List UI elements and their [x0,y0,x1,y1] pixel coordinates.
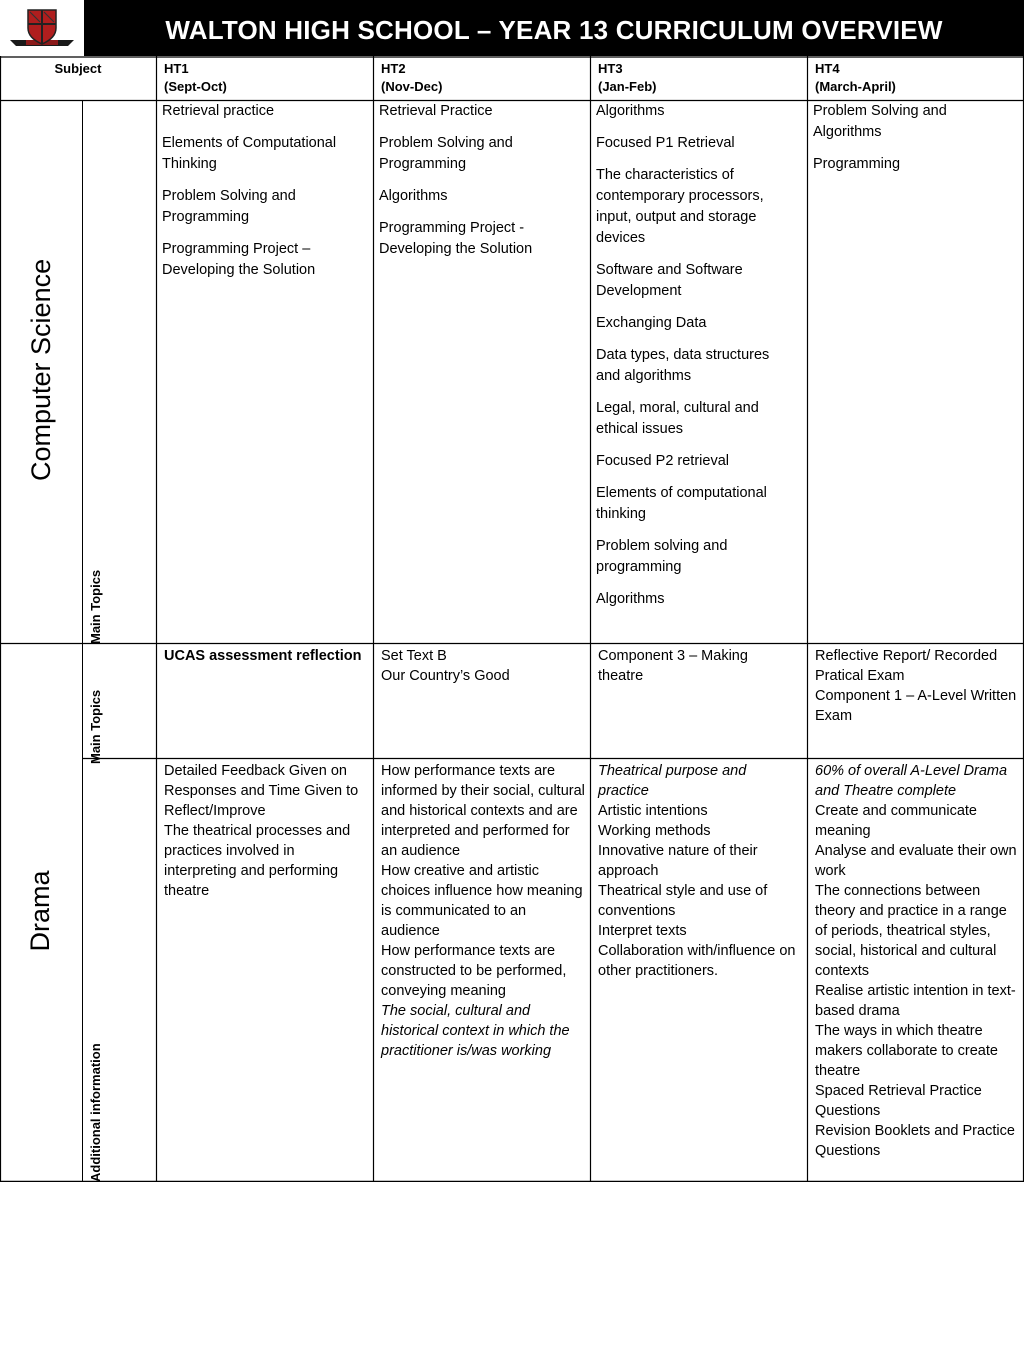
ht1-label: HT1 [164,61,189,76]
subject-label-computer-science: Computer Science [26,258,56,481]
list-item: Problem Solving and Algorithms [813,103,947,140]
list-item: Component 1 – A-Level Written Exam [815,688,1017,724]
drama-ht1-additional [164,761,368,901]
list-item: Software and Software Development [596,262,743,299]
column-header-subject-label: Subject [54,61,102,76]
drama-ht4-main-topics [815,646,1019,726]
subject-label-drama: Drama [25,870,55,952]
cs-ht4-topics [813,101,1013,186]
list-item: Data types, data structures and algorithms [596,347,770,384]
column-header-ht4 [807,56,1024,100]
list-item: Focused P1 Retrieval [596,135,735,151]
list-item: Create and communicate meaning [815,803,977,839]
list-item: Focused P2 retrieval [596,453,729,469]
list-item: Reflective Report/ Recorded Pratical Exam [815,648,998,684]
list-item: How performance texts are informed by their social, cultural and historical contexts and are interpreted and performed for an audience [381,763,585,859]
list-item: Algorithms [596,103,665,119]
list-item: Realise artistic intention in text-based drama [815,983,1016,1019]
list-item: Programming Project - Developing the Solution [379,220,533,257]
drama-ht2-additional [381,761,586,1061]
column-header-ht3 [590,56,807,100]
list-item: Legal, moral, cultural and ethical issues [596,400,759,437]
list-item: Our Country’s Good [381,668,510,684]
list-item: Theatrical style and use of conventions [598,883,768,919]
list-item: The theatrical processes and practices involved in interpreting and performing theatre [164,823,351,899]
list-item: Algorithms [379,188,448,204]
header-bar [0,0,1024,56]
list-item: Elements of Computational Thinking [162,135,337,172]
list-item: Problem Solving and Programming [162,188,296,225]
drama-ht3-additional [598,761,796,981]
list-item: Retrieval practice [162,103,275,119]
page-title: WALTON HIGH SCHOOL – YEAR 13 CURRICULUM OVERVIEW [165,15,943,45]
row-label-drama-main-topics: Main Topics [88,689,103,764]
list-item: Programming Project – Developing the Solution [162,241,316,278]
list-item: Theatrical purpose and practice [598,763,747,799]
list-item: Working methods [598,823,711,839]
list-item: Collaboration with/influence on other practitioners. [598,943,796,979]
ht2-label: HT2 [381,61,406,76]
cs-ht1-topics [162,101,368,292]
drama-ht3-main-topics [598,646,778,686]
list-item: Retrieval Practice [379,103,493,119]
school-crest [0,0,84,56]
list-item: Artistic intentions [598,803,708,819]
ht4-period: (March-April) [815,79,896,94]
column-header-ht1 [156,56,373,100]
list-item: The connections between theory and practice in a range of periods, theatrical styles, social, historical and cultural contexts [815,883,1007,979]
list-item: Analyse and evaluate their own work [815,843,1017,879]
list-item: 60% of overall A-Level Drama and Theatre complete [815,763,1008,799]
list-item: Exchanging Data [596,315,707,331]
cs-ht3-topics [596,101,796,621]
list-item: How performance texts are constructed to be performed, conveying meaning [381,943,567,999]
list-item: Revision Booklets and Practice Questions [815,1123,1015,1159]
list-item: Detailed Feedback Given on Responses and Time Given to Reflect/Improve [164,763,359,819]
list-item: The characteristics of contemporary processors, input, output and storage devices [596,167,764,246]
list-item: Programming [813,156,901,172]
drama-ht2-main-topics [381,646,585,686]
curriculum-table [0,56,1024,1182]
list-item: Component 3 – Making theatre [598,648,748,684]
drama-ht1-main-topics [164,646,368,666]
drama-ht4-additional [815,761,1019,1161]
list-item: Spaced Retrieval Practice Questions [815,1083,982,1119]
list-item: Set Text B [381,648,447,664]
cs-ht2-topics [379,101,585,271]
list-item: The social, cultural and historical context in which the practitioner is/was working [381,1003,570,1059]
list-item: Interpret texts [598,923,687,939]
list-item: UCAS assessment reflection [164,648,362,664]
ht3-label: HT3 [598,61,623,76]
list-item: Algorithms [596,591,665,607]
column-header-subject [0,56,156,100]
row-label-cs-main-topics: Main Topics [88,569,103,644]
list-item: Elements of computational thinking [596,485,767,522]
list-item: The ways in which theatre makers collaborate to create theatre [815,1023,998,1079]
ht3-period: (Jan-Feb) [598,79,657,94]
ht2-period: (Nov-Dec) [381,79,443,94]
list-item: Innovative nature of their approach [598,843,758,879]
ht1-period: (Sept-Oct) [164,79,227,94]
row-label-drama-additional: Additional information [88,1043,103,1182]
list-item: Problem Solving and Programming [379,135,513,172]
list-item: How creative and artistic choices influence how meaning is communicated to an audience [381,863,583,939]
crest-icon [0,0,84,56]
list-item: Problem solving and programming [596,538,728,575]
column-header-ht2 [373,56,590,100]
ht4-label: HT4 [815,61,840,76]
